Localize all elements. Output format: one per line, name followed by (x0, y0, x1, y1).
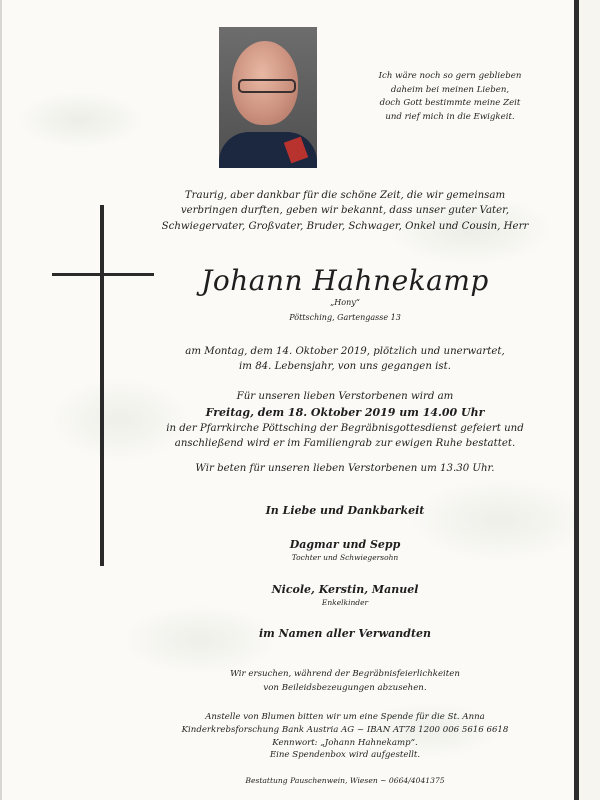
donation-text: Anstelle von Blumen bitten wir um eine Spende für die St. Anna Kinderkrebsforschung Bank Austria AG ~ IBAN AT78 1200 006 5616 6618 Kennwort: „Johann Hahnekamp“. Eine Spendenbox wird aufgestellt. (181, 712, 509, 761)
memorial-quote: Ich wäre noch so gern geblieben daheim bei meinen Lieben, doch Gott bestimmte meine Zeit und rief mich in die Ewigkeit. (378, 71, 522, 122)
right-border (574, 0, 579, 800)
funeral-home: Bestattung Pauschenwein, Wiesen ~ 0664/4041375 (245, 776, 445, 785)
prayer-notice: Wir beten für unseren lieben Verstorbenen um 13.30 Uhr. (195, 463, 495, 474)
cross-icon-bar (52, 273, 154, 276)
funeral-intro: Für unseren lieben Verstorbenen wird am (236, 391, 454, 402)
relatives-line: im Namen aller Verwandten (258, 627, 432, 640)
family-relation-2: Enkelkinder (321, 598, 369, 607)
family-names-2: Nicole, Kerstin, Manuel (271, 583, 419, 596)
condolence-request: Wir ersuchen, während der Begräbnisfeierlichkeiten von Beileidsbezeugungen abzusehen. (230, 669, 460, 693)
intro-text: Traurig, aber dankbar für die schöne Zeit, die wir gemeinsam verbringen durften, geben wir bekannt, dass unser guter Vater, Schwiegervater, Großvater, Bruder, Schwager, Onkel und Cousin, Herr (161, 190, 529, 232)
funeral-date: Freitag, dem 18. Oktober 2019 um 14.00 Uhr (205, 406, 485, 419)
death-notice: am Montag, dem 14. Oktober 2019, plötzlich und unerwartet, im 84. Lebensjahr, von uns gegangen ist. (185, 346, 505, 373)
closing-line: In Liebe und Dankbarkeit (265, 504, 425, 517)
cross-icon (100, 205, 104, 566)
family-relation-1: Tochter und Schwiegersohn (291, 553, 399, 562)
nickname: „Hony“ (330, 298, 360, 307)
address: Pöttsching, Gartengasse 13 (289, 313, 401, 322)
portrait-photo (219, 27, 317, 168)
left-edge (0, 0, 2, 800)
deceased-name: Johann Hahnekamp (201, 264, 489, 297)
family-names-1: Dagmar und Sepp (289, 538, 401, 551)
funeral-details: in der Pfarrkirche Pöttsching der Begräbnisgottesdienst gefeiert und anschließend wird er im Familiengrab zur ewigen Ruhe bestattet. (166, 423, 524, 450)
